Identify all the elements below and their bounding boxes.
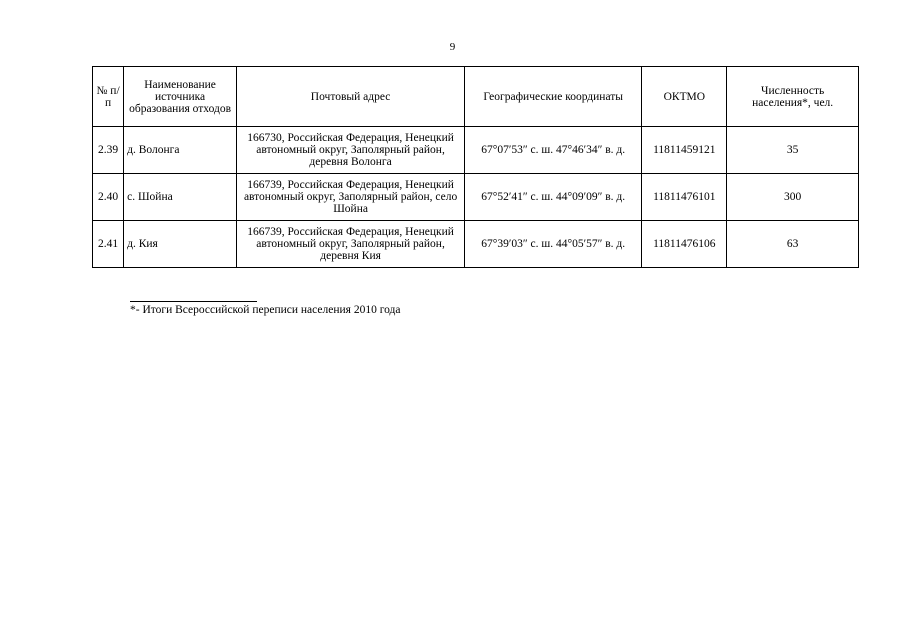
row-oktmo: 11811459121	[642, 127, 727, 174]
row-source-name: д. Кия	[124, 221, 237, 268]
row-population: 300	[727, 174, 859, 221]
row-oktmo: 11811476106	[642, 221, 727, 268]
row-postal-address: 166739, Российская Федерация, Ненецкий автономный округ, Заполярный район, деревня Кия	[237, 221, 465, 268]
row-geo-coordinates: 67°52′41″ с. ш. 44°09′09″ в. д.	[465, 174, 642, 221]
header-number: № п/п	[93, 67, 124, 127]
footnote-divider	[130, 301, 257, 302]
header-geo-coordinates: Географические координаты	[465, 67, 642, 127]
header-postal-address: Почтовый адрес	[237, 67, 465, 127]
table-row	[93, 127, 859, 174]
table-row	[93, 221, 859, 268]
page-number: 9	[449, 41, 456, 53]
row-population: 63	[727, 221, 859, 268]
row-population: 35	[727, 127, 859, 174]
row-geo-coordinates: 67°39′03″ с. ш. 44°05′57″ в. д.	[465, 221, 642, 268]
header-oktmo: ОКТМО	[642, 67, 727, 127]
row-source-name: д. Волонга	[124, 127, 237, 174]
settlements-table	[92, 66, 859, 268]
row-postal-address: 166739, Российская Федерация, Ненецкий автономный округ, Заполярный район, село Шойна	[237, 174, 465, 221]
row-postal-address: 166730, Российская Федерация, Ненецкий автономный округ, Заполярный район, деревня Волонга	[237, 127, 465, 174]
row-number: 2.41	[93, 221, 124, 268]
header-source-name: Наименование источника образования отходов	[124, 67, 237, 127]
table-header-row	[93, 67, 859, 127]
table-row	[93, 174, 859, 221]
footnote: *- Итоги Всероссийской переписи населения 2010 года	[130, 304, 401, 316]
row-source-name: с. Шойна	[124, 174, 237, 221]
row-number: 2.40	[93, 174, 124, 221]
row-oktmo: 11811476101	[642, 174, 727, 221]
row-geo-coordinates: 67°07′53″ с. ш. 47°46′34″ в. д.	[465, 127, 642, 174]
header-population: Численность населения*, чел.	[727, 67, 859, 127]
row-number: 2.39	[93, 127, 124, 174]
